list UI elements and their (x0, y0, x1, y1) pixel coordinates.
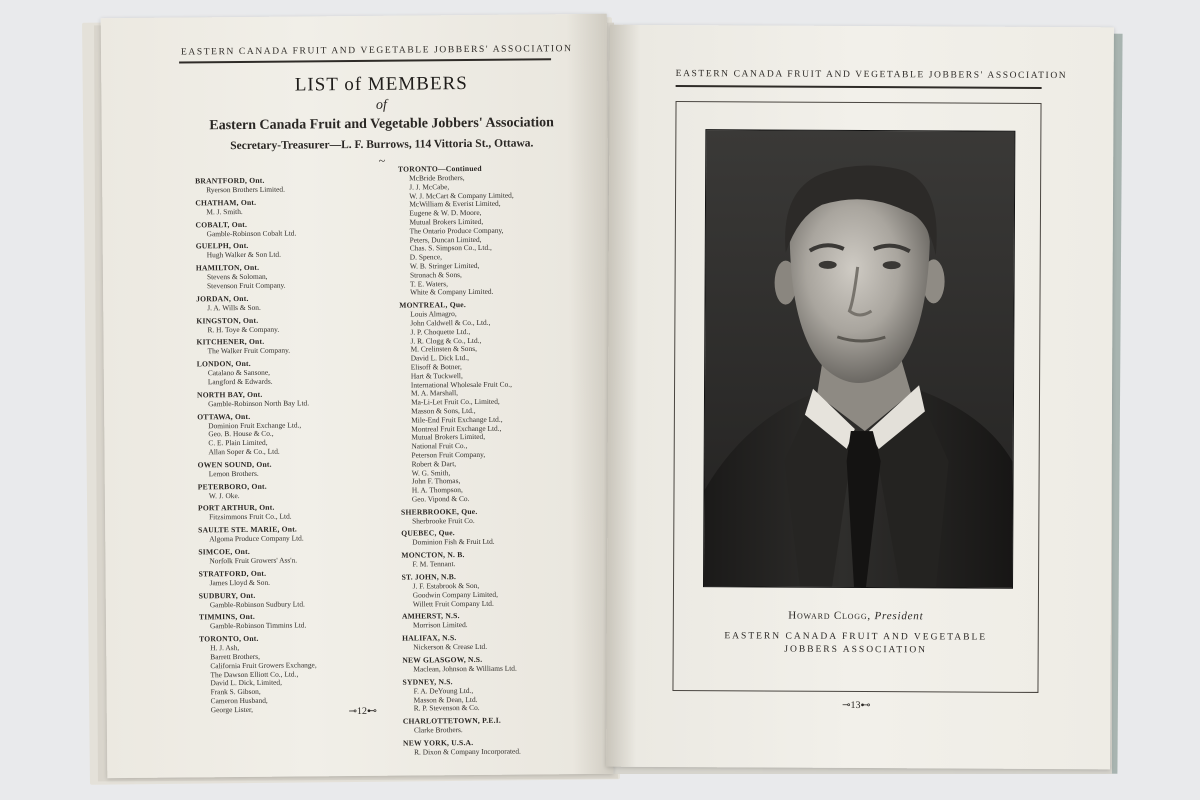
member-city-group (199, 589, 409, 610)
member-city-group (401, 505, 611, 526)
member-city: PETERBORO, Ont. (197, 481, 267, 491)
member-name: M. A. Marshall, (410, 388, 459, 398)
caption-association-line-2: JOBBERS ASSOCIATION (784, 644, 928, 656)
member-name: Fitzsimmons Fruit Co., Ltd. (209, 511, 292, 522)
member-name: Stevenson Fruit Company. (206, 280, 286, 291)
members-column-right (398, 160, 613, 761)
member-city-group (195, 218, 405, 239)
member-city-group (402, 654, 612, 675)
member-city: PORT ARTHUR, Ont. (197, 503, 275, 513)
member-name: Morrison Limited. (412, 620, 468, 630)
member-name: Algoma Produce Company Ltd. (209, 533, 304, 544)
member-city-group (196, 262, 406, 291)
member-name: Chas. S. Simpson Co., Ltd., (409, 243, 492, 253)
member-name: Maclean, Johnson & Williams Ltd. (413, 663, 517, 674)
member-name: R. P. Stevenson & Co. (413, 703, 480, 713)
member-city: GUELPH, Ont. (195, 241, 249, 251)
left-page (101, 14, 614, 778)
left-running-head: EASTERN CANADA FRUIT AND VEGETABLE JOBBERS' ASSOCIATION (180, 44, 573, 58)
member-city: OTTAWA, Ont. (197, 411, 251, 421)
member-city: LONDON, Ont. (196, 359, 251, 369)
member-name: James Lloyd & Son. (209, 577, 271, 588)
list-ornament: ~ (378, 153, 386, 168)
left-page-number-value: 12 (356, 705, 367, 718)
member-city: CHARLOTTETOWN, P.E.I. (402, 716, 501, 726)
member-city-group (199, 611, 409, 632)
member-city: KITCHENER, Ont. (196, 337, 265, 347)
member-city: HAMILTON, Ont. (195, 263, 260, 273)
member-city: MONCTON, N. B. (401, 550, 465, 560)
member-name: J. F. Estabrook & Son, (412, 581, 480, 591)
member-city-group (402, 571, 612, 609)
member-name: Gamble-Robinson Cobalt Ltd. (206, 228, 297, 238)
member-name: Nickerson & Crease Ltd. (413, 642, 488, 652)
right-running-head: EASTERN CANADA FRUIT AND VEGETABLE JOBBERS' ASSOCIATION (675, 69, 1068, 82)
member-city: BRANTFORD, Ont. (195, 175, 265, 186)
caption-association-line-1: EASTERN CANADA FRUIT AND VEGETABLE (724, 631, 988, 643)
portrait-caption-name (673, 609, 1039, 623)
caption-person-role: President (874, 610, 924, 623)
member-name: National Fruit Co., (411, 441, 468, 451)
member-city-group (402, 676, 612, 714)
member-city-group (196, 314, 406, 335)
member-name: M. J. Smith. (206, 206, 243, 217)
member-name: McWilliam & Everist Limited, (409, 199, 501, 209)
member-name: Stronach & Sons, (409, 269, 462, 280)
member-name: Barrett Brothers, (210, 651, 260, 662)
caption-person-name: Howard Clogg, (788, 609, 871, 623)
member-name: F. M. Tennant. (412, 559, 456, 569)
member-name: Catalano & Sansone, (207, 367, 271, 378)
member-city-group (198, 458, 408, 479)
member-name: Goodwin Company Limited, (412, 589, 498, 600)
member-city: ST. JOHN, N.B. (401, 572, 457, 582)
member-name: Cameron Husband, (210, 695, 268, 706)
member-city-group (199, 567, 409, 588)
member-name: W. G. Smith, (411, 467, 451, 478)
member-name: McBride Brothers, (409, 173, 465, 183)
member-city-group (195, 196, 405, 217)
member-name: Allan Soper & Co., Ltd. (208, 446, 280, 457)
member-name: International Wholesale Fruit Co., (410, 379, 513, 390)
member-city-group (401, 549, 611, 570)
member-city: NEW YORK, U.S.A. (402, 738, 474, 748)
member-city-group (197, 388, 407, 409)
member-name: Louis Almagro, (410, 309, 457, 319)
member-city: STRATFORD, Ont. (198, 568, 267, 579)
member-city: COBALT, Ont. (195, 219, 248, 229)
member-name: John Caldwell & Co., Ltd., (410, 317, 491, 328)
member-city: SUDBURY, Ont. (198, 590, 256, 600)
member-name: Gamble-Robinson Timmins Ltd. (209, 620, 307, 631)
member-city-group (403, 715, 613, 736)
member-name: J. P. Choquette Ltd., (410, 326, 471, 337)
right-page (606, 25, 1114, 770)
member-name: W. B. Stringer Limited, (409, 260, 480, 271)
member-name: J. A. Wills & Son. (207, 302, 261, 313)
member-name: California Fruit Growers Exchange, (210, 660, 317, 671)
right-page-number (826, 700, 886, 711)
member-city: NEW GLASGOW, N.S. (402, 654, 483, 665)
right-ornament-before: ⊸ (842, 699, 851, 711)
list-title: LIST of MEMBERS (294, 73, 468, 96)
left-ornament-before: ⊸ (348, 706, 357, 718)
member-city-group (398, 163, 609, 298)
member-name: T. E. Waters, (409, 278, 448, 289)
member-name: Mile-End Fruit Exchange Ltd., (411, 414, 503, 425)
member-name: Langford & Edwards. (207, 376, 273, 387)
member-city: SYDNEY, N.S. (402, 677, 453, 687)
member-city-group (196, 240, 406, 261)
list-of: of (375, 97, 387, 113)
portrait-photo (703, 129, 1015, 589)
left-ornament-after: ⊷ (366, 705, 377, 717)
member-name: Gamble-Robinson North Bay Ltd. (208, 398, 310, 409)
member-city-group (198, 502, 408, 523)
member-name: D. Spence, (409, 252, 443, 262)
member-city-group (402, 610, 612, 631)
list-secretary: Secretary-Treasurer—L. F. Burrows, 114 Vittoria St., Ottawa. (230, 137, 534, 153)
member-city: SIMCOE, Ont. (198, 546, 250, 557)
member-city-group (402, 632, 612, 653)
portrait-caption-association (673, 630, 1039, 658)
member-name: Ma-Li-Let Fruit Co., Limited, (411, 396, 500, 407)
member-name: F. A. DeYoung Ltd., (413, 685, 474, 696)
member-name: Stevens & Soloman, (206, 271, 268, 282)
member-name: John F. Thomas, (411, 476, 461, 486)
member-name: Mutual Brokers Limited, (409, 216, 484, 227)
member-name: The Walker Fruit Company. (207, 345, 291, 356)
member-city-group (401, 527, 611, 548)
member-city: TIMMINS, Ont. (198, 612, 255, 622)
left-page-number (333, 706, 393, 718)
member-name: H. J. Ash, (210, 643, 240, 653)
member-city: QUEBEC, Que. (401, 528, 455, 539)
member-city-group (199, 633, 410, 718)
member-city-group (195, 175, 405, 196)
member-name: Norfolk Fruit Growers' Ass'n. (209, 555, 298, 566)
member-name: Sherbrooke Fruit Co. (412, 515, 475, 526)
member-name: Ryerson Brothers Limited. (206, 184, 285, 195)
member-city: MONTREAL, Que. (399, 300, 466, 310)
member-city: OWEN SOUND, Ont. (197, 459, 272, 470)
member-city-group (196, 336, 406, 357)
member-name: Peterson Fruit Company, (411, 449, 486, 460)
member-name: W. J. McCart & Company Limited, (409, 190, 514, 201)
member-name: Elisoff & Botner, (410, 362, 462, 372)
right-ornament-after: ⊷ (860, 700, 871, 712)
member-city-group (403, 737, 613, 758)
member-name: C. E. Plain Limited, (208, 437, 268, 448)
member-city-group (399, 299, 611, 504)
member-name: Clarke Brothers. (413, 725, 463, 735)
member-name: Dominion Fruit Exchange Ltd., (208, 420, 302, 430)
member-name: Hart & Tuckwell, (410, 370, 463, 381)
portrait-illustration (704, 130, 1014, 588)
member-city: CHATHAM, Ont. (195, 197, 257, 208)
member-city-group (197, 410, 407, 457)
member-name: Masson & Dean, Ltd. (413, 694, 478, 705)
member-name: Dominion Fish & Fruit Ltd. (412, 537, 495, 548)
member-name: George Lister, (210, 704, 254, 714)
member-city: HALIFAX, N.S. (402, 633, 457, 643)
member-name: W. J. Oke. (208, 490, 240, 500)
member-name: Frank S. Gibson, (210, 686, 261, 697)
member-name: Lemon Brothers. (208, 468, 259, 479)
member-name: Montreal Fruit Exchange Ltd., (411, 423, 502, 434)
member-city-group (198, 545, 408, 566)
member-name: The Dawson Elliott Co., Ltd., (210, 669, 299, 679)
right-head-rule (676, 85, 1042, 88)
member-name: Geo. Vipond & Co. (411, 493, 470, 504)
member-name: Eugene & W. D. Moore, (409, 208, 482, 218)
member-name: Geo. B. House & Co., (208, 429, 274, 439)
member-city: SHERBROOKE, Que. (400, 506, 478, 517)
right-page-number-value: 13 (850, 699, 861, 712)
member-name: Gamble-Robinson Sudbury Ltd. (209, 598, 305, 609)
member-name: Robert & Dart, (411, 458, 457, 469)
member-city: TORONTO, Ont. (199, 633, 259, 644)
member-city-group (198, 480, 408, 501)
member-city-group (198, 524, 408, 545)
member-name: White & Company Limited. (410, 287, 494, 297)
member-name: The Ontario Produce Company, (409, 225, 504, 236)
member-name: M. Crelinsten & Sons, (410, 344, 477, 354)
member-city-group (197, 358, 407, 387)
member-name: Willett Fruit Company Ltd. (412, 598, 494, 609)
members-column-left (195, 172, 410, 718)
member-name: Peters, Duncan Limited, (409, 234, 482, 245)
member-city: KINGSTON, Ont. (196, 315, 259, 325)
member-name: David L. Dick Ltd., (410, 353, 470, 363)
member-name: J. J. McCabe, (409, 181, 450, 192)
member-city: TORONTO—Continued (397, 163, 482, 174)
member-name: R. Dixon & Company Incorporated. (414, 746, 521, 757)
member-city: SAULTE STE. MARIE, Ont. (198, 524, 298, 535)
member-name: R. H. Toye & Company. (207, 324, 280, 334)
member-city: NORTH BAY, Ont. (196, 389, 263, 400)
member-name: Hugh Walker & Son Ltd. (206, 250, 282, 260)
member-name: David L. Dick, Limited, (210, 677, 282, 688)
member-name: Mutual Brokers Limited, (411, 432, 486, 442)
member-name: H. A. Thompson, (411, 485, 463, 495)
members-list (151, 14, 618, 778)
member-city: JORDAN, Ont. (196, 293, 249, 304)
member-city: AMHERST, N.S. (401, 611, 460, 622)
member-name: Masson & Sons, Ltd., (411, 405, 476, 416)
member-name: J. R. Clogg & Co., Ltd., (410, 335, 482, 346)
list-association-name: Eastern Canada Fruit and Vegetable Jobbers' Association (209, 115, 554, 134)
member-city-group (196, 292, 406, 313)
